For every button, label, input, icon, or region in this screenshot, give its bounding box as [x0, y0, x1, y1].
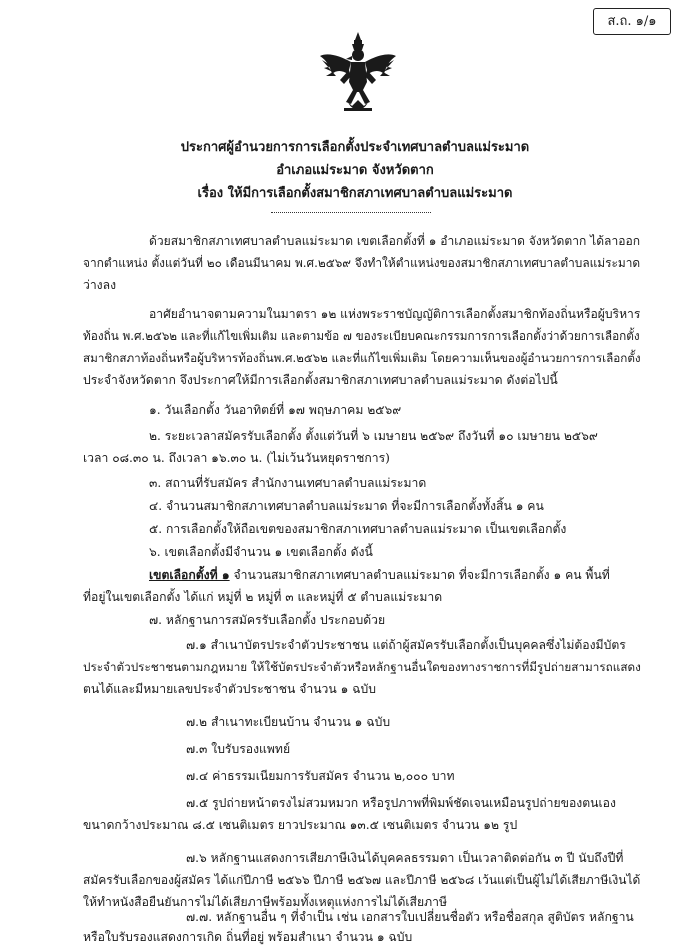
header-location: อำเภอแม่ระมาด จังหวัดตาก — [276, 163, 434, 178]
doc-7-5-line-2: ขนาดกว้างประมาณ ๘.๕ เซนติเมตร ยาวประมาณ ๑๓.๕ เซนติเมตร จำนวน ๑๒ รูป — [83, 818, 518, 832]
intro-line-1: ด้วยสมาชิกสภาเทศบาลตำบลแม่ระมาด เขตเลือกตั้งที่ ๑ อำเภอแม่ระมาด จังหวัดตาก ได้ลาออก — [149, 234, 641, 248]
doc-7-6-line-1: ๗.๖ หลักฐานแสดงการเสียภาษีเงินได้บุคคลธรรมดา เป็นเวลาติดต่อกัน ๓ ปี นับถึงปีที่ — [186, 851, 624, 865]
doc-7-7-line-1: ๗.๗. หลักฐานอื่น ๆ ที่จำเป็น เช่น เอกสารใบเปลี่ยนชื่อตัว หรือชื่อสกุล สูติบัตร หลักฐาน — [186, 910, 634, 924]
authority-line-1: อาศัยอำนาจตามความในมาตรา ๑๒ แห่งพระราชบัญญัติการเลือกตั้งสมาชิกท้องถิ่นหรือผู้บริหาร — [149, 307, 641, 321]
form-code-box: ส.ถ. ๑/๑ — [593, 8, 671, 35]
doc-7-1-line-1: ๗.๑ สำเนาบัตรประจำตัวประชาชน แต่ถ้าผู้สมัครรับเลือกตั้งเป็นบุคคลซึ่งไม่ต้องมีบัตร — [186, 638, 626, 652]
item-required-documents: ๗. หลักฐานการสมัครรับเลือกตั้ง ประกอบด้วย — [149, 613, 386, 627]
doc-7-6-line-3: ให้ทำหนังสือยืนยันการไม่ได้เสียภาษีพร้อมทั้งเหตุแห่งการไม่ได้เสียภาษี — [83, 895, 448, 909]
district-line-2: ที่อยู่ในเขตเลือกตั้ง ได้แก่ หมู่ที่ ๒ หมู่ที่ ๓ และหมู่ที่ ๕ ตำบลแม่ระมาด — [83, 590, 443, 604]
intro-line-2: จากตำแหน่ง ตั้งแต่วันที่ ๒๐ เดือนมีนาคม พ.ศ.๒๕๖๙ จึงทำให้ตำแหน่งของสมาชิกสภาเทศบาลตำบลแม่ระมาด — [83, 256, 641, 270]
district-line-1 — [149, 566, 610, 584]
header-title: ประกาศผู้อำนวยการการเลือกตั้งประจำเทศบาลตำบลแม่ระมาด — [180, 140, 530, 155]
doc-7-1-line-3: ตนได้และมีหมายเลขประจำตัวประชาชน จำนวน ๑ ฉบับ — [83, 682, 376, 696]
district-description: จำนวนสมาชิกสภาเทศบาลตำบลแม่ระมาด ที่จะมีการเลือกตั้ง ๑ คน พื้นที่ — [229, 568, 610, 582]
item-district-count: ๖. เขตเลือกตั้งมีจำนวน ๑ เขตเลือกตั้ง ดังนี้ — [149, 545, 373, 559]
district-label: เขตเลือกตั้งที่ ๑ — [149, 568, 230, 582]
item-application-hours: เวลา ๐๘.๓๐ น. ถึงเวลา ๑๖.๓๐ น. (ไม่เว้นวันหยุดราชการ) — [83, 451, 390, 465]
header-divider — [271, 212, 431, 213]
garuda-emblem-icon — [318, 30, 398, 114]
item-application-period: ๒. ระยะเวลาสมัครรับเลือกตั้ง ตั้งแต่วันที่ ๖ เมษายน ๒๕๖๙ ถึงวันที่ ๑๐ เมษายน ๒๕๖๙ — [149, 429, 598, 443]
doc-7-4: ๗.๔ ค่าธรรมเนียมการรับสมัคร จำนวน ๒,๐๐๐ บาท — [186, 769, 455, 783]
doc-7-5-line-1: ๗.๕ รูปถ่ายหน้าตรงไม่สวมหมวก หรือรูปภาพที่พิมพ์ชัดเจนเหมือนรูปถ่ายของตนเอง — [186, 796, 616, 810]
doc-7-1-line-2: ประจำตัวประชาชนตามกฎหมาย ให้ใช้บัตรประจำตัวหรือหลักฐานอื่นใดของทางราชการที่มีรูปถ่ายสามารถแสดง — [83, 660, 641, 674]
doc-7-6-line-2: สมัครรับเลือกของผู้สมัคร ได้แก่ปีภาษี ๒๕๖๖ ปีภาษี ๒๕๖๗ และปีภาษี ๒๕๖๘ เว้นแต่เป็นผู้ไม่ได้เสียภาษีเงินได้ — [83, 873, 641, 887]
authority-line-2: ท้องถิ่น พ.ศ.๒๕๖๒ และที่แก้ไขเพิ่มเติม และตามข้อ ๗ ของระเบียบคณะกรรมการการเลือกตั้งว่าด้วยการเลือกตั้ง — [83, 329, 640, 343]
intro-line-3: ว่างลง — [83, 278, 117, 292]
header-subject: เรื่อง ให้มีการเลือกตั้งสมาชิกสภาเทศบาลตำบลแม่ระมาด — [197, 186, 513, 201]
item-district-basis: ๕. การเลือกตั้งให้ถือเขตของสมาชิกสภาเทศบาลตำบลแม่ระมาด เป็นเขตเลือกตั้ง — [149, 522, 567, 536]
authority-line-4: ประจำจังหวัดตาก จึงประกาศให้มีการเลือกตั้งสมาชิกสภาเทศบาลตำบลแม่ระมาด ดังต่อไปนี้ — [83, 373, 558, 387]
doc-7-7-line-2: หรือใบรับรองแสดงการเกิด ถิ่นที่อยู่ พร้อมสำเนา จำนวน ๑ ฉบับ — [83, 930, 413, 944]
item-election-date: ๑. วันเลือกตั้ง วันอาทิตย์ที่ ๑๗ พฤษภาคม ๒๕๖๙ — [149, 403, 402, 417]
item-member-count: ๔. จำนวนสมาชิกสภาเทศบาลตำบลแม่ระมาด ที่จะมีการเลือกตั้งทั้งสิ้น ๑ คน — [149, 499, 544, 513]
item-application-place: ๓. สถานที่รับสมัคร สำนักงานเทศบาลตำบลแม่ระมาด — [149, 476, 427, 490]
doc-7-2: ๗.๒ สำเนาทะเบียนบ้าน จำนวน ๑ ฉบับ — [186, 715, 391, 729]
authority-line-3: สมาชิกสภาท้องถิ่นหรือผู้บริหารท้องถิ่นพ.ศ.๒๕๖๒ และที่แก้ไขเพิ่มเติม โดยความเห็นของผู้อำนวยการการเลือกตั้ง — [83, 351, 641, 365]
doc-7-3: ๗.๓ ใบรับรองแพทย์ — [186, 742, 291, 756]
